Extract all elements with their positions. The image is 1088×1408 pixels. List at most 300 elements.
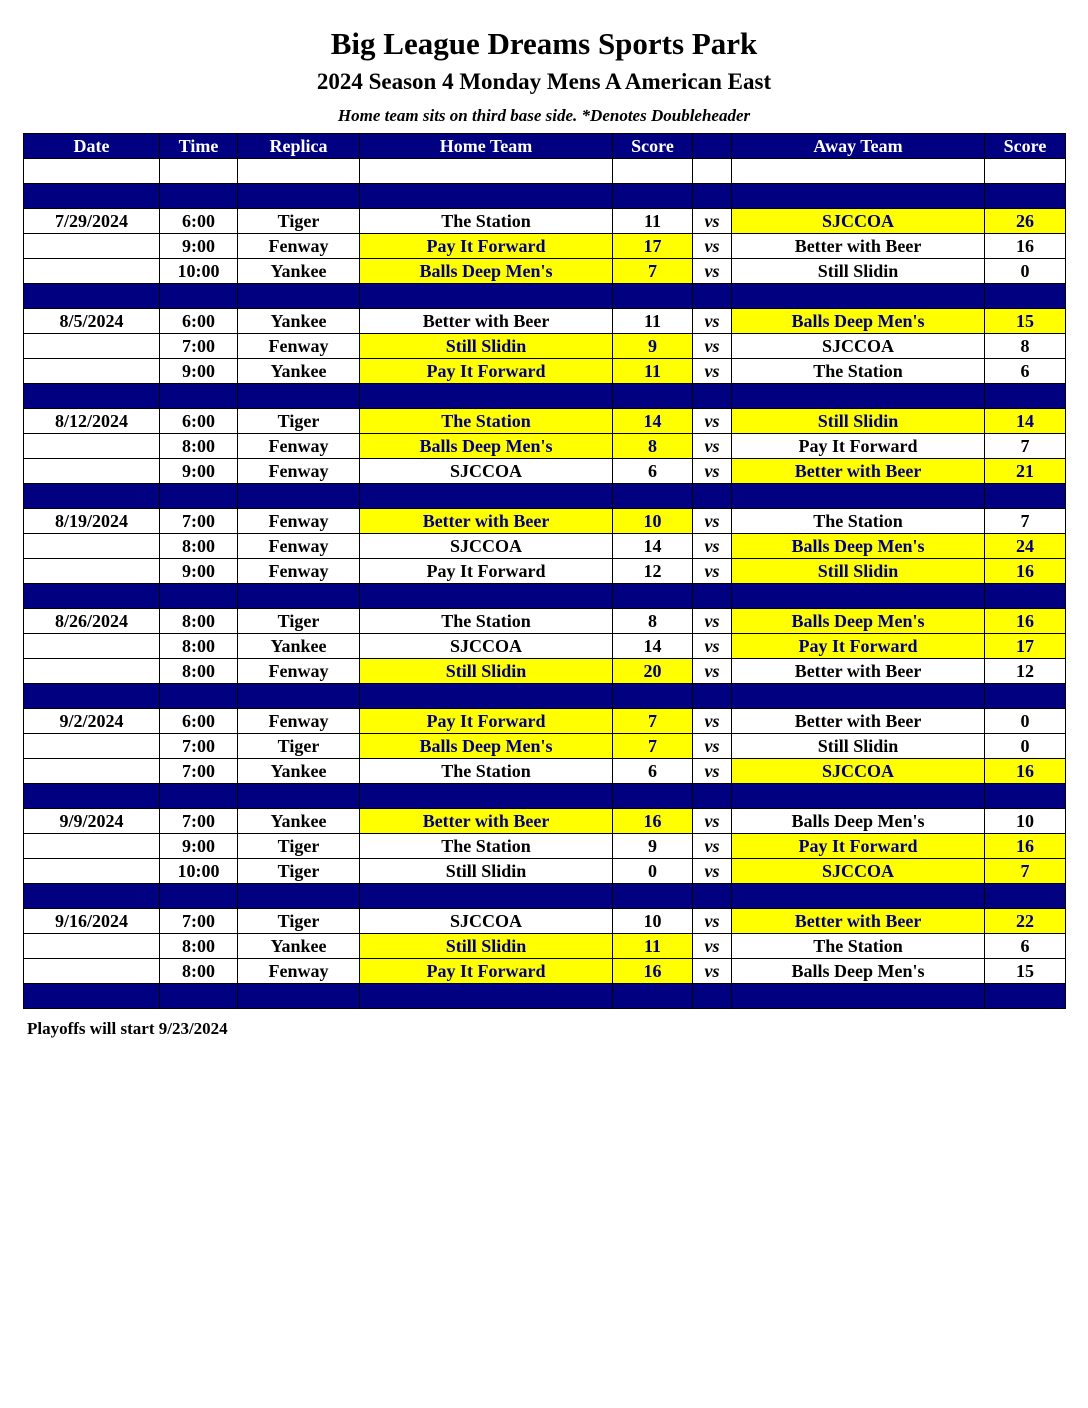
home-score: 7 bbox=[613, 734, 693, 759]
separator-cell bbox=[160, 484, 238, 509]
home-score: 20 bbox=[613, 659, 693, 684]
game-row bbox=[24, 709, 1066, 734]
separator-cell bbox=[238, 184, 360, 209]
game-replica: Fenway bbox=[238, 709, 360, 734]
home-team: The Station bbox=[360, 409, 613, 434]
home-team: Pay It Forward bbox=[360, 359, 613, 384]
game-row bbox=[24, 909, 1066, 934]
home-team: SJCCOA bbox=[360, 459, 613, 484]
separator-cell bbox=[160, 784, 238, 809]
separator-row bbox=[24, 984, 1066, 1009]
game-time: 8:00 bbox=[160, 609, 238, 634]
separator-cell bbox=[238, 684, 360, 709]
game-replica: Tiger bbox=[238, 409, 360, 434]
home-score: 9 bbox=[613, 334, 693, 359]
separator-cell bbox=[613, 384, 693, 409]
game-date bbox=[24, 534, 160, 559]
game-time: 8:00 bbox=[160, 534, 238, 559]
game-replica: Fenway bbox=[238, 959, 360, 984]
home-score: 10 bbox=[613, 909, 693, 934]
separator-cell bbox=[360, 584, 613, 609]
game-replica: Fenway bbox=[238, 334, 360, 359]
away-team: SJCCOA bbox=[732, 209, 985, 234]
blank-row bbox=[24, 159, 1066, 184]
home-score: 14 bbox=[613, 409, 693, 434]
game-replica: Fenway bbox=[238, 509, 360, 534]
separator-cell bbox=[985, 884, 1066, 909]
empty-cell bbox=[238, 159, 360, 184]
away-team: SJCCOA bbox=[732, 759, 985, 784]
away-score: 16 bbox=[985, 559, 1066, 584]
empty-cell bbox=[985, 159, 1066, 184]
game-time: 8:00 bbox=[160, 659, 238, 684]
away-score: 6 bbox=[985, 934, 1066, 959]
game-date bbox=[24, 259, 160, 284]
game-date: 9/9/2024 bbox=[24, 809, 160, 834]
separator-cell bbox=[732, 184, 985, 209]
home-score: 11 bbox=[613, 934, 693, 959]
vs-label: vs bbox=[693, 959, 732, 984]
separator-row bbox=[24, 684, 1066, 709]
game-date bbox=[24, 634, 160, 659]
separator-cell bbox=[985, 684, 1066, 709]
game-date bbox=[24, 359, 160, 384]
separator-cell bbox=[238, 884, 360, 909]
separator-cell bbox=[160, 184, 238, 209]
empty-cell bbox=[693, 159, 732, 184]
away-team: Still Slidin bbox=[732, 734, 985, 759]
game-replica: Yankee bbox=[238, 259, 360, 284]
empty-cell bbox=[360, 159, 613, 184]
game-time: 7:00 bbox=[160, 809, 238, 834]
separator-cell bbox=[24, 784, 160, 809]
away-team: Better with Beer bbox=[732, 909, 985, 934]
away-team: Better with Beer bbox=[732, 709, 985, 734]
vs-label: vs bbox=[693, 534, 732, 559]
vs-label: vs bbox=[693, 259, 732, 284]
separator-cell bbox=[732, 484, 985, 509]
vs-label: vs bbox=[693, 309, 732, 334]
separator-cell bbox=[160, 284, 238, 309]
home-team: Balls Deep Men's bbox=[360, 734, 613, 759]
separator-cell bbox=[24, 184, 160, 209]
away-score: 16 bbox=[985, 834, 1066, 859]
page-subtitle: 2024 Season 4 Monday Mens A American East bbox=[316, 69, 772, 94]
away-team: The Station bbox=[732, 359, 985, 384]
away-team: Pay It Forward bbox=[732, 834, 985, 859]
schedule-table bbox=[23, 133, 1066, 1009]
game-row bbox=[24, 659, 1066, 684]
separator-row bbox=[24, 484, 1066, 509]
separator-cell bbox=[24, 884, 160, 909]
away-team: Better with Beer bbox=[732, 659, 985, 684]
home-team: SJCCOA bbox=[360, 534, 613, 559]
away-score: 0 bbox=[985, 734, 1066, 759]
game-replica: Fenway bbox=[238, 559, 360, 584]
separator-cell bbox=[985, 184, 1066, 209]
vs-label: vs bbox=[693, 409, 732, 434]
home-score: 11 bbox=[613, 309, 693, 334]
game-row bbox=[24, 209, 1066, 234]
home-team: Better with Beer bbox=[360, 509, 613, 534]
game-time: 7:00 bbox=[160, 759, 238, 784]
vs-label: vs bbox=[693, 709, 732, 734]
home-team: Still Slidin bbox=[360, 934, 613, 959]
game-row bbox=[24, 509, 1066, 534]
home-score: 8 bbox=[613, 434, 693, 459]
schedule-note: Home team sits on third base side. *Denotes Doubleheader bbox=[337, 106, 751, 125]
separator-cell bbox=[24, 284, 160, 309]
home-team: Pay It Forward bbox=[360, 234, 613, 259]
game-time: 8:00 bbox=[160, 634, 238, 659]
separator-cell bbox=[160, 984, 238, 1009]
vs-label: vs bbox=[693, 234, 732, 259]
separator-cell bbox=[985, 984, 1066, 1009]
separator-cell bbox=[985, 384, 1066, 409]
away-score: 26 bbox=[985, 209, 1066, 234]
home-team: The Station bbox=[360, 834, 613, 859]
away-score: 10 bbox=[985, 809, 1066, 834]
game-time: 6:00 bbox=[160, 309, 238, 334]
separator-cell bbox=[24, 584, 160, 609]
game-replica: Tiger bbox=[238, 909, 360, 934]
game-row bbox=[24, 359, 1066, 384]
game-replica: Tiger bbox=[238, 609, 360, 634]
game-replica: Fenway bbox=[238, 434, 360, 459]
col-header-replica: Replica bbox=[238, 134, 360, 159]
game-row bbox=[24, 859, 1066, 884]
separator-cell bbox=[238, 384, 360, 409]
separator-cell bbox=[360, 484, 613, 509]
game-row bbox=[24, 609, 1066, 634]
separator-cell bbox=[732, 284, 985, 309]
home-score: 9 bbox=[613, 834, 693, 859]
game-row bbox=[24, 834, 1066, 859]
separator-cell bbox=[360, 284, 613, 309]
away-score: 16 bbox=[985, 759, 1066, 784]
vs-label: vs bbox=[693, 359, 732, 384]
vs-label: vs bbox=[693, 434, 732, 459]
separator-cell bbox=[613, 584, 693, 609]
game-date bbox=[24, 859, 160, 884]
vs-label: vs bbox=[693, 209, 732, 234]
game-replica: Yankee bbox=[238, 809, 360, 834]
home-team: Pay It Forward bbox=[360, 559, 613, 584]
separator-cell bbox=[693, 384, 732, 409]
col-header-vs bbox=[693, 134, 732, 159]
away-team: SJCCOA bbox=[732, 859, 985, 884]
home-score: 0 bbox=[613, 859, 693, 884]
away-team: SJCCOA bbox=[732, 334, 985, 359]
vs-label: vs bbox=[693, 659, 732, 684]
header-row bbox=[24, 134, 1066, 159]
game-time: 7:00 bbox=[160, 909, 238, 934]
home-score: 10 bbox=[613, 509, 693, 534]
vs-label: vs bbox=[693, 634, 732, 659]
empty-cell bbox=[732, 159, 985, 184]
vs-label: vs bbox=[693, 609, 732, 634]
separator-cell bbox=[238, 284, 360, 309]
separator-cell bbox=[613, 884, 693, 909]
game-row bbox=[24, 809, 1066, 834]
game-date: 9/2/2024 bbox=[24, 709, 160, 734]
separator-cell bbox=[360, 784, 613, 809]
separator-row bbox=[24, 884, 1066, 909]
game-replica: Tiger bbox=[238, 734, 360, 759]
away-score: 15 bbox=[985, 959, 1066, 984]
home-team: Still Slidin bbox=[360, 659, 613, 684]
home-team: Better with Beer bbox=[360, 809, 613, 834]
vs-label: vs bbox=[693, 734, 732, 759]
home-team: The Station bbox=[360, 609, 613, 634]
empty-cell bbox=[24, 159, 160, 184]
vs-label: vs bbox=[693, 459, 732, 484]
game-time: 7:00 bbox=[160, 734, 238, 759]
game-replica: Yankee bbox=[238, 759, 360, 784]
schedule-body bbox=[24, 159, 1066, 1009]
col-header-date: Date bbox=[24, 134, 160, 159]
game-replica: Fenway bbox=[238, 234, 360, 259]
game-row bbox=[24, 234, 1066, 259]
game-row bbox=[24, 734, 1066, 759]
away-score: 7 bbox=[985, 509, 1066, 534]
game-date bbox=[24, 234, 160, 259]
game-time: 6:00 bbox=[160, 209, 238, 234]
away-team: Pay It Forward bbox=[732, 434, 985, 459]
separator-cell bbox=[693, 584, 732, 609]
game-time: 8:00 bbox=[160, 934, 238, 959]
game-row bbox=[24, 409, 1066, 434]
away-score: 17 bbox=[985, 634, 1066, 659]
col-header-away-score: Score bbox=[985, 134, 1066, 159]
separator-cell bbox=[985, 784, 1066, 809]
away-score: 7 bbox=[985, 859, 1066, 884]
home-score: 14 bbox=[613, 634, 693, 659]
home-score: 11 bbox=[613, 209, 693, 234]
game-replica: Fenway bbox=[238, 659, 360, 684]
home-team: Still Slidin bbox=[360, 334, 613, 359]
vs-label: vs bbox=[693, 759, 732, 784]
home-score: 14 bbox=[613, 534, 693, 559]
separator-cell bbox=[238, 784, 360, 809]
separator-row bbox=[24, 184, 1066, 209]
away-team: Balls Deep Men's bbox=[732, 809, 985, 834]
home-score: 17 bbox=[613, 234, 693, 259]
game-replica: Yankee bbox=[238, 359, 360, 384]
game-date: 8/12/2024 bbox=[24, 409, 160, 434]
game-row bbox=[24, 259, 1066, 284]
separator-cell bbox=[613, 184, 693, 209]
separator-cell bbox=[732, 784, 985, 809]
empty-cell bbox=[160, 159, 238, 184]
away-score: 0 bbox=[985, 709, 1066, 734]
separator-cell bbox=[24, 984, 160, 1009]
away-score: 7 bbox=[985, 434, 1066, 459]
game-date: 8/5/2024 bbox=[24, 309, 160, 334]
playoffs-note: Playoffs will start 9/23/2024 bbox=[27, 1019, 228, 1038]
col-header-time: Time bbox=[160, 134, 238, 159]
home-score: 7 bbox=[613, 709, 693, 734]
col-header-away-team: Away Team bbox=[732, 134, 985, 159]
home-score: 6 bbox=[613, 459, 693, 484]
game-time: 7:00 bbox=[160, 509, 238, 534]
away-score: 16 bbox=[985, 609, 1066, 634]
separator-cell bbox=[693, 884, 732, 909]
away-team: Pay It Forward bbox=[732, 634, 985, 659]
separator-cell bbox=[732, 384, 985, 409]
away-team: The Station bbox=[732, 509, 985, 534]
separator-cell bbox=[360, 684, 613, 709]
game-replica: Tiger bbox=[238, 834, 360, 859]
separator-cell bbox=[238, 484, 360, 509]
away-team: Still Slidin bbox=[732, 259, 985, 284]
separator-cell bbox=[24, 484, 160, 509]
game-replica: Tiger bbox=[238, 209, 360, 234]
away-score: 16 bbox=[985, 234, 1066, 259]
separator-cell bbox=[160, 684, 238, 709]
game-time: 9:00 bbox=[160, 234, 238, 259]
game-date: 8/26/2024 bbox=[24, 609, 160, 634]
separator-cell bbox=[693, 684, 732, 709]
game-row bbox=[24, 309, 1066, 334]
vs-label: vs bbox=[693, 834, 732, 859]
away-score: 22 bbox=[985, 909, 1066, 934]
away-team: Balls Deep Men's bbox=[732, 609, 985, 634]
separator-cell bbox=[693, 984, 732, 1009]
home-score: 11 bbox=[613, 359, 693, 384]
away-score: 6 bbox=[985, 359, 1066, 384]
separator-row bbox=[24, 584, 1066, 609]
separator-cell bbox=[732, 684, 985, 709]
game-date bbox=[24, 334, 160, 359]
home-team: Pay It Forward bbox=[360, 959, 613, 984]
game-row bbox=[24, 534, 1066, 559]
separator-row bbox=[24, 284, 1066, 309]
home-score: 7 bbox=[613, 259, 693, 284]
game-row bbox=[24, 334, 1066, 359]
away-team: Still Slidin bbox=[732, 409, 985, 434]
home-score: 12 bbox=[613, 559, 693, 584]
separator-cell bbox=[985, 284, 1066, 309]
vs-label: vs bbox=[693, 809, 732, 834]
away-score: 12 bbox=[985, 659, 1066, 684]
separator-cell bbox=[693, 784, 732, 809]
separator-cell bbox=[360, 384, 613, 409]
game-row bbox=[24, 934, 1066, 959]
game-date bbox=[24, 934, 160, 959]
separator-cell bbox=[160, 884, 238, 909]
separator-cell bbox=[693, 184, 732, 209]
game-time: 10:00 bbox=[160, 259, 238, 284]
away-team: Still Slidin bbox=[732, 559, 985, 584]
vs-label: vs bbox=[693, 334, 732, 359]
game-row bbox=[24, 559, 1066, 584]
separator-cell bbox=[732, 584, 985, 609]
home-team: The Station bbox=[360, 209, 613, 234]
separator-cell bbox=[238, 584, 360, 609]
game-time: 10:00 bbox=[160, 859, 238, 884]
game-row bbox=[24, 434, 1066, 459]
home-team: The Station bbox=[360, 759, 613, 784]
game-date bbox=[24, 659, 160, 684]
game-row bbox=[24, 459, 1066, 484]
game-time: 7:00 bbox=[160, 334, 238, 359]
separator-cell bbox=[732, 884, 985, 909]
home-score: 8 bbox=[613, 609, 693, 634]
game-replica: Yankee bbox=[238, 634, 360, 659]
game-row bbox=[24, 634, 1066, 659]
game-date bbox=[24, 459, 160, 484]
game-date: 9/16/2024 bbox=[24, 909, 160, 934]
away-score: 8 bbox=[985, 334, 1066, 359]
separator-cell bbox=[613, 484, 693, 509]
separator-cell bbox=[613, 984, 693, 1009]
separator-cell bbox=[24, 684, 160, 709]
separator-cell bbox=[613, 784, 693, 809]
separator-cell bbox=[360, 884, 613, 909]
away-score: 15 bbox=[985, 309, 1066, 334]
away-team: Better with Beer bbox=[732, 234, 985, 259]
game-date bbox=[24, 434, 160, 459]
separator-cell bbox=[693, 284, 732, 309]
home-team: Still Slidin bbox=[360, 859, 613, 884]
separator-cell bbox=[985, 584, 1066, 609]
vs-label: vs bbox=[693, 934, 732, 959]
game-time: 8:00 bbox=[160, 434, 238, 459]
home-team: SJCCOA bbox=[360, 634, 613, 659]
game-date bbox=[24, 759, 160, 784]
separator-cell bbox=[360, 184, 613, 209]
game-time: 8:00 bbox=[160, 959, 238, 984]
game-date bbox=[24, 959, 160, 984]
separator-cell bbox=[732, 984, 985, 1009]
away-score: 21 bbox=[985, 459, 1066, 484]
game-date bbox=[24, 834, 160, 859]
game-date: 7/29/2024 bbox=[24, 209, 160, 234]
home-score: 16 bbox=[613, 959, 693, 984]
away-score: 24 bbox=[985, 534, 1066, 559]
game-replica: Yankee bbox=[238, 934, 360, 959]
separator-row bbox=[24, 384, 1066, 409]
vs-label: vs bbox=[693, 909, 732, 934]
home-team: Balls Deep Men's bbox=[360, 259, 613, 284]
game-replica: Fenway bbox=[238, 459, 360, 484]
game-time: 9:00 bbox=[160, 834, 238, 859]
away-team: Balls Deep Men's bbox=[732, 309, 985, 334]
separator-cell bbox=[985, 484, 1066, 509]
away-team: Balls Deep Men's bbox=[732, 534, 985, 559]
home-score: 6 bbox=[613, 759, 693, 784]
away-team: The Station bbox=[732, 934, 985, 959]
home-team: Pay It Forward bbox=[360, 709, 613, 734]
game-replica: Fenway bbox=[238, 534, 360, 559]
game-replica: Tiger bbox=[238, 859, 360, 884]
separator-cell bbox=[613, 684, 693, 709]
game-time: 9:00 bbox=[160, 459, 238, 484]
col-header-home-team: Home Team bbox=[360, 134, 613, 159]
home-team: Balls Deep Men's bbox=[360, 434, 613, 459]
separator-cell bbox=[238, 984, 360, 1009]
col-header-home-score: Score bbox=[613, 134, 693, 159]
away-team: Better with Beer bbox=[732, 459, 985, 484]
separator-cell bbox=[24, 384, 160, 409]
vs-label: vs bbox=[693, 559, 732, 584]
game-time: 6:00 bbox=[160, 409, 238, 434]
away-team: Balls Deep Men's bbox=[732, 959, 985, 984]
home-team: SJCCOA bbox=[360, 909, 613, 934]
game-date bbox=[24, 734, 160, 759]
game-replica: Yankee bbox=[238, 309, 360, 334]
